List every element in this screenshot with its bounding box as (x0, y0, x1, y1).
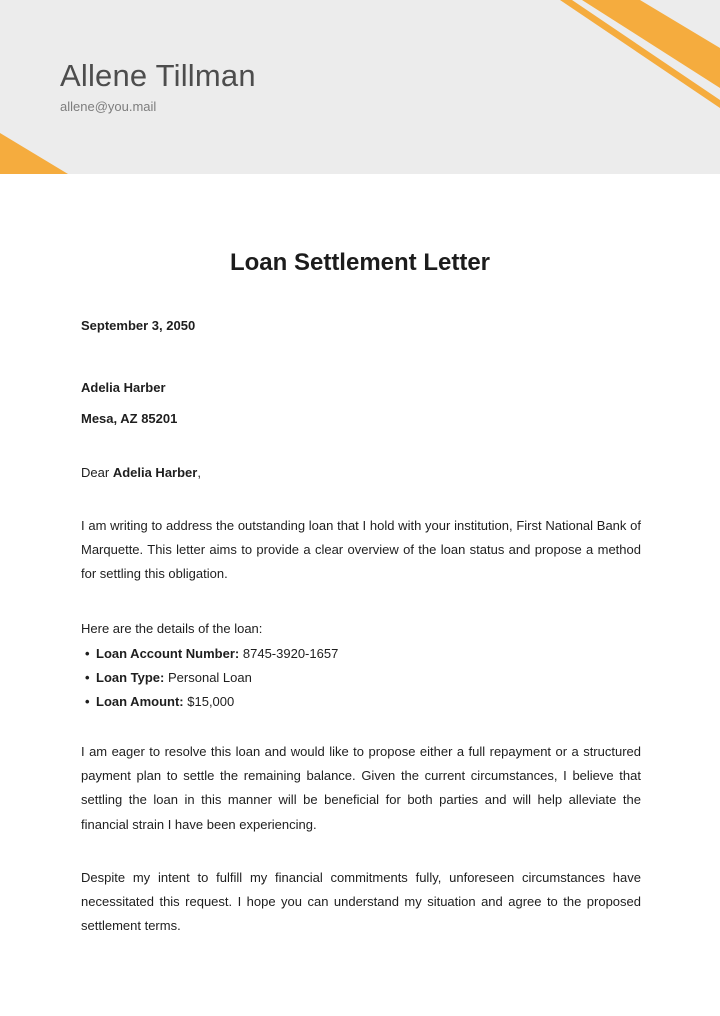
bottom-left-triangle (0, 133, 68, 174)
bullet-icon: • (85, 694, 90, 709)
bullet-icon: • (85, 670, 90, 685)
detail-value: $15,000 (187, 694, 235, 709)
detail-value: Personal Loan (168, 670, 252, 685)
salutation-name: Adelia Harber (112, 465, 198, 480)
list-item (81, 690, 338, 714)
detail-value: 8745-3920-1657 (242, 646, 339, 661)
details-intro: Here are the details of the loan: (81, 621, 263, 636)
list-item (81, 642, 338, 666)
top-right-stripe-wide (582, 0, 720, 88)
sender-name: Allene Tillman (60, 58, 256, 93)
paragraph-proposal: I am eager to resolve this loan and would like to propose either a full repayment or a structured payment plan to settle the remaining balance. Given the current circumstances, I believe that settling the loan in this manner will be beneficial for both parties and will help alleviate the financial strain I have been experiencing. (81, 744, 641, 832)
detail-label: Loan Account Number: (96, 646, 240, 661)
letter-date: September 3, 2050 (81, 318, 196, 333)
salutation-suffix: , (197, 465, 201, 480)
detail-label: Loan Amount: (96, 694, 184, 709)
sender-email: allene@you.mail (60, 99, 157, 114)
paragraph-circumstances: Despite my intent to fulfill my financial commitments fully, unforeseen circumstances have necessitated this request. I hope you can understand my situation and agree to the proposed settlement terms. (81, 870, 641, 934)
recipient-address: Mesa, AZ 85201 (81, 411, 178, 426)
paragraph-intro: I am writing to address the outstanding loan that I hold with your institution, First National Bank of Marquette. This letter aims to provide a clear overview of the loan status and propose a method for settling this obligation. (81, 518, 641, 582)
recipient-name: Adelia Harber (81, 380, 166, 395)
loan-details-list (81, 642, 338, 714)
salutation (81, 465, 201, 480)
salutation-prefix: Dear (81, 465, 110, 480)
letter-title: Loan Settlement Letter (229, 249, 491, 276)
list-item (81, 666, 338, 690)
detail-label: Loan Type: (96, 670, 165, 685)
letterhead (0, 0, 720, 174)
bullet-icon: • (85, 646, 90, 661)
